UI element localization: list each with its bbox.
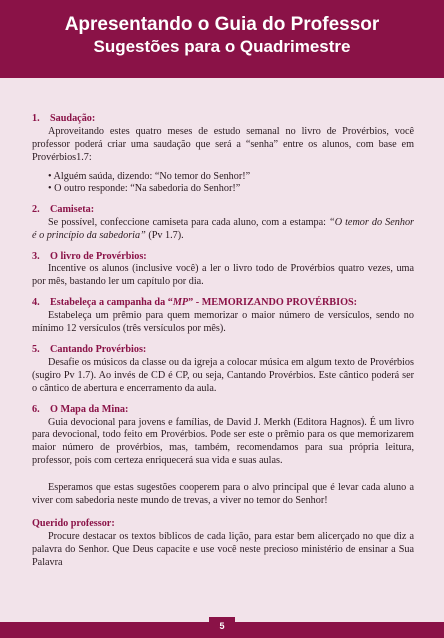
section-text: Incentive os alunos (inclusive você) a ler o livro todo de Provérbios quatro vezes, uma por mês, bastando ler um capítulo por dia. xyxy=(32,263,414,288)
section-text: Procure destacar os textos bíblicos de cada lição, para estar bem alicerçado no que diz a palavra do Senhor. Que Deus capacite e use você neste precioso ministério de ensinar a Sua Palavra xyxy=(32,530,414,568)
section-camiseta xyxy=(32,204,414,243)
section-title xyxy=(32,344,414,357)
section-title-italic: MP xyxy=(172,297,189,309)
section-title-text: Camiseta: xyxy=(50,203,95,215)
section-text xyxy=(32,217,414,243)
page-number: 5 xyxy=(209,617,235,638)
section-mapa-da-mina xyxy=(32,404,414,469)
section-text: Estabeleça um prêmio para quem memorizar o maior número de versículos, sendo no mínimo 12 versículos (três versículos por mês). xyxy=(32,310,414,335)
section-number: 2. xyxy=(32,203,40,215)
section-text-italic: “O temor do Senhor é o princípio da sabedoria” xyxy=(32,216,414,241)
section-title-text: ” - MEMORIZANDO PROVÉRBIOS: xyxy=(188,297,358,309)
section-querido-professor xyxy=(32,518,414,570)
section-text-part: Se possível, confeccione camiseta para cada aluno, com a estampa: xyxy=(48,216,330,228)
page-subtitle: Sugestões para o Quadrimestre xyxy=(93,37,351,56)
section-number: 1. xyxy=(32,113,40,124)
section-title-text: Saudação: xyxy=(50,113,96,124)
section-number: 6. xyxy=(32,403,40,415)
section-title xyxy=(32,297,414,310)
section-cantando-proverbios xyxy=(32,344,414,396)
section-text: Aproveitando estes quatro meses de estudo semanal no livro de Provérbios, você professor poderá criar uma saudação que será a “senha” entre os alunos, com base em Provérbios1.7: xyxy=(32,125,414,163)
section-saudacao xyxy=(32,113,414,196)
section-title xyxy=(32,251,414,264)
section-title: Querido professor: xyxy=(32,517,115,529)
bullet-item: • Alguém saúda, dizendo: “No temor do Senhor!” xyxy=(48,170,251,182)
section-text: Guia devocional para jovens e famílias, de David J. Merkh (Editora Hagnos). É um livro para devocional, todo feito em Provérbios. Pode ser este o prêmio para os que memorizarem maior número de provérbios, mas, também, recomendamos para sua própria leitura, professor, pois com certeza enriquecerá sua vida e suas aulas. xyxy=(32,416,414,467)
section-number: 5. xyxy=(32,343,40,355)
page-header xyxy=(0,0,444,78)
section-title xyxy=(32,404,414,417)
section-title xyxy=(32,113,414,126)
section-text: Desafie os músicos da classe ou da igreja a colocar música em algum texto de Provérbios (sugiro Pv 1.7). Ao invés de CD é CP, ou seja, Cantando Provérbios. Este cântico poderá ser o cântico de abertura e encerramento da aula. xyxy=(32,356,414,394)
section-title-text: O livro de Provérbios: xyxy=(50,250,147,262)
closing-paragraph: Esperamos que estas sugestões cooperem para o alvo principal que é levar cada aluno a viver com sabedoria neste mundo de trevas, a viver no temor do Senhor! xyxy=(32,482,414,507)
section-title xyxy=(32,204,414,217)
content-body xyxy=(32,113,414,578)
page-title: Apresentando o Guia do Professor xyxy=(64,14,380,35)
bullet-list xyxy=(48,171,414,196)
section-text-part: (Pv 1.7). xyxy=(145,229,184,241)
section-title-text: Cantando Provérbios: xyxy=(50,343,147,355)
section-title-text: Estabeleça a campanha da “ xyxy=(50,297,173,309)
section-livro-proverbios xyxy=(32,251,414,290)
section-number: 3. xyxy=(32,250,40,262)
section-campanha-mp xyxy=(32,297,414,336)
section-number: 4. xyxy=(32,297,40,309)
bullet-item: • O outro responde: “Na sabedoria do Senhor!” xyxy=(48,183,241,195)
section-title-text: O Mapa da Mina: xyxy=(50,403,129,415)
